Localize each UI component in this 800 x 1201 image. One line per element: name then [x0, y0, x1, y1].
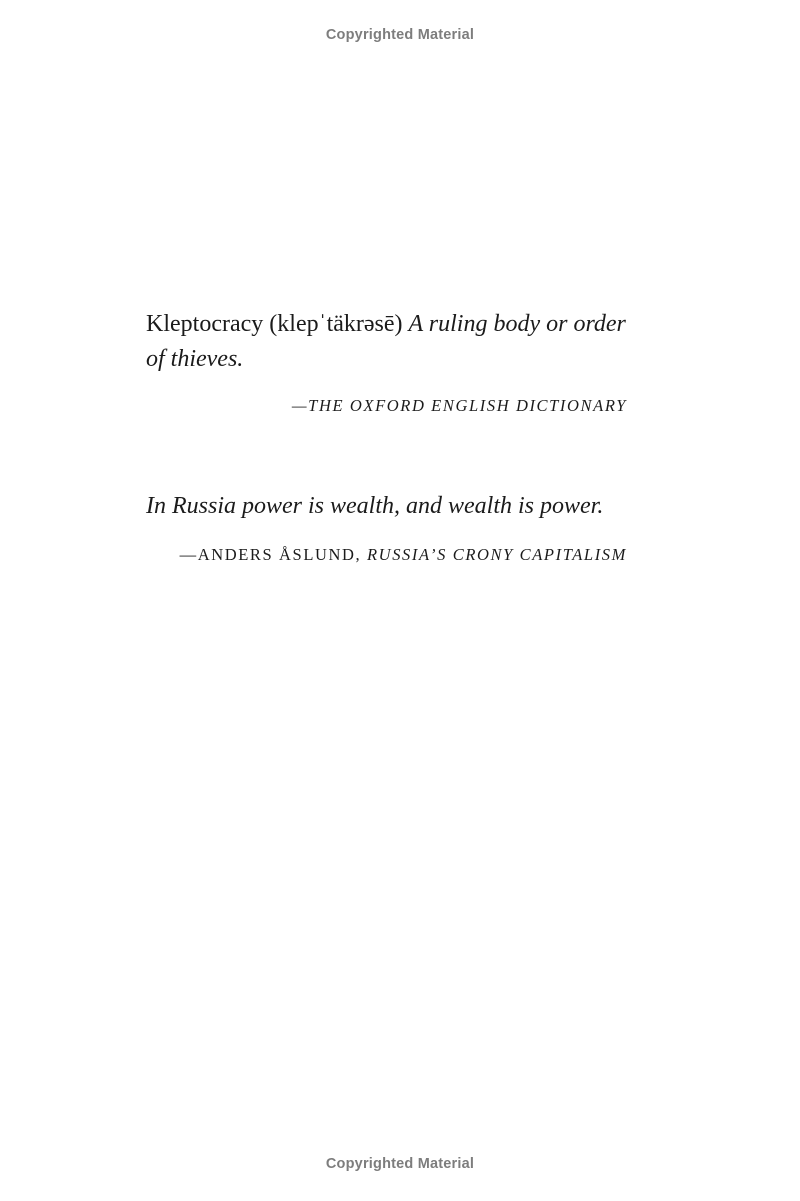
definition-pronunciation: (klepˈtäkrəsē) [269, 311, 409, 337]
definition-line-1 [146, 307, 627, 342]
definition-term: Kleptocracy [146, 311, 270, 337]
quote-attribution [146, 545, 627, 565]
quote-attribution-author: —ANDERS ÅSLUND, [179, 545, 367, 564]
dictionary-attribution: —THE OXFORD ENGLISH DICTIONARY [291, 396, 627, 415]
quote-text: In Russia power is wealth, and wealth is power. [146, 493, 604, 519]
copyright-notice-top: Copyrighted Material [325, 27, 475, 43]
definition-text: A ruling body or order [408, 311, 626, 337]
definition-text-continued: of thieves. [146, 346, 244, 372]
quote-attribution-work: RUSSIA’S CRONY CAPITALISM [367, 545, 627, 564]
copyright-notice-bottom: Copyrighted Material [325, 1156, 475, 1172]
